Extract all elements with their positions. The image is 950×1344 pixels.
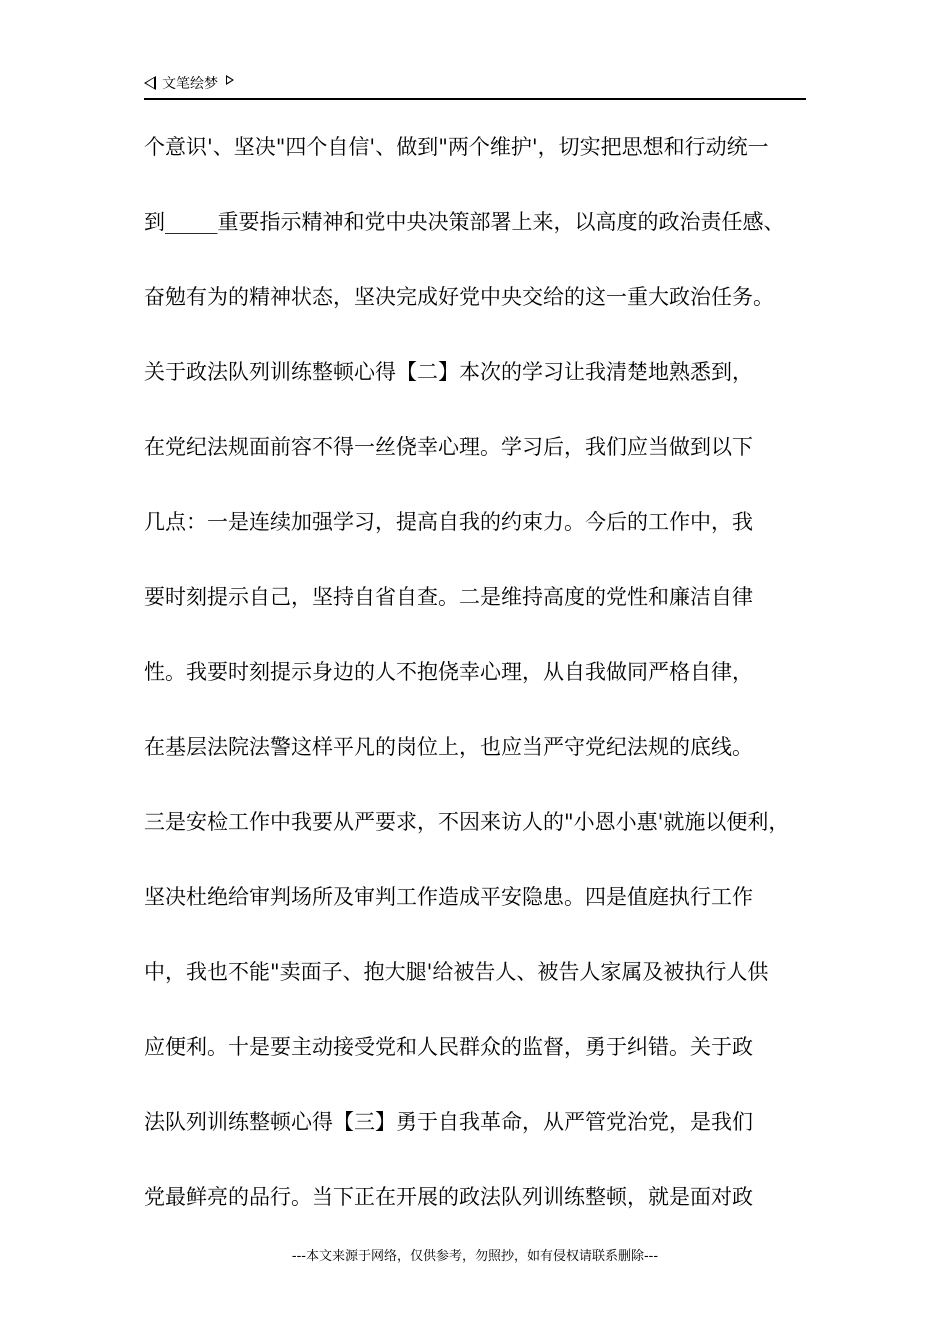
page-footer: ---本文来源于网络，仅供参考，勿照抄，如有侵权请联系删除---: [291, 1249, 659, 1264]
header-brand: [144, 74, 234, 94]
text-line: 关于政法队列训练整顿心得【二】本次的学习让我清楚地熟悉到，: [144, 360, 753, 384]
text-line: 在基层法院法警这样平凡的岗位上，也应当严守党纪法规的底线。: [144, 735, 753, 759]
text-line: 法队列训练整顿心得【三】勇于自我革命，从严管党治党，是我们: [144, 1110, 753, 1134]
text-line: 性。我要时刻提示身边的人不抱侥幸心理，从自我做同严格自律，: [144, 660, 753, 684]
text-line: 应便利。十是要主动接受党和人民群众的监督，勇于纠错。关于政: [144, 1035, 753, 1059]
page-header: [144, 72, 806, 100]
text-line: 中，我也不能"卖面子、抱大腿'给被告人、被告人家属及被执行人供: [144, 960, 769, 984]
text-line: 坚决杜绝给审判场所及审判工作造成平安隐患。四是值庭执行工作: [144, 885, 753, 909]
text-line: 要时刻提示自己，坚持自省自查。二是维持高度的党性和廉洁自律: [144, 585, 753, 609]
text-line: 到_____重要指示精神和党中央决策部署上来，以高度的政治责任感、: [144, 210, 785, 234]
text-line: 几点：一是连续加强学习，提高自我的约束力。今后的工作中，我: [144, 510, 753, 534]
text-line: 三是安检工作中我要从严要求，不因来访人的"小恩小惠'就施以便利，: [144, 810, 790, 834]
triangle-left-icon: [144, 76, 156, 90]
text-line: 奋勉有为的精神状态，坚决完成好党中央交给的这一重大政治任务。: [144, 285, 774, 309]
text-line: 在党纪法规面前容不得一丝侥幸心理。学习后，我们应当做到以下: [144, 435, 753, 459]
text-line: 党最鲜亮的品行。当下正在开展的政法队列训练整顿，就是面对政: [144, 1185, 753, 1209]
triangle-right-icon: [226, 75, 234, 85]
body-text: [144, 124, 806, 1249]
header-brand-text: 文笔绘梦: [162, 76, 218, 92]
text-line: 个意识'、坚决"四个自信'、做到"两个维护'，切实把思想和行动统一: [144, 135, 769, 159]
